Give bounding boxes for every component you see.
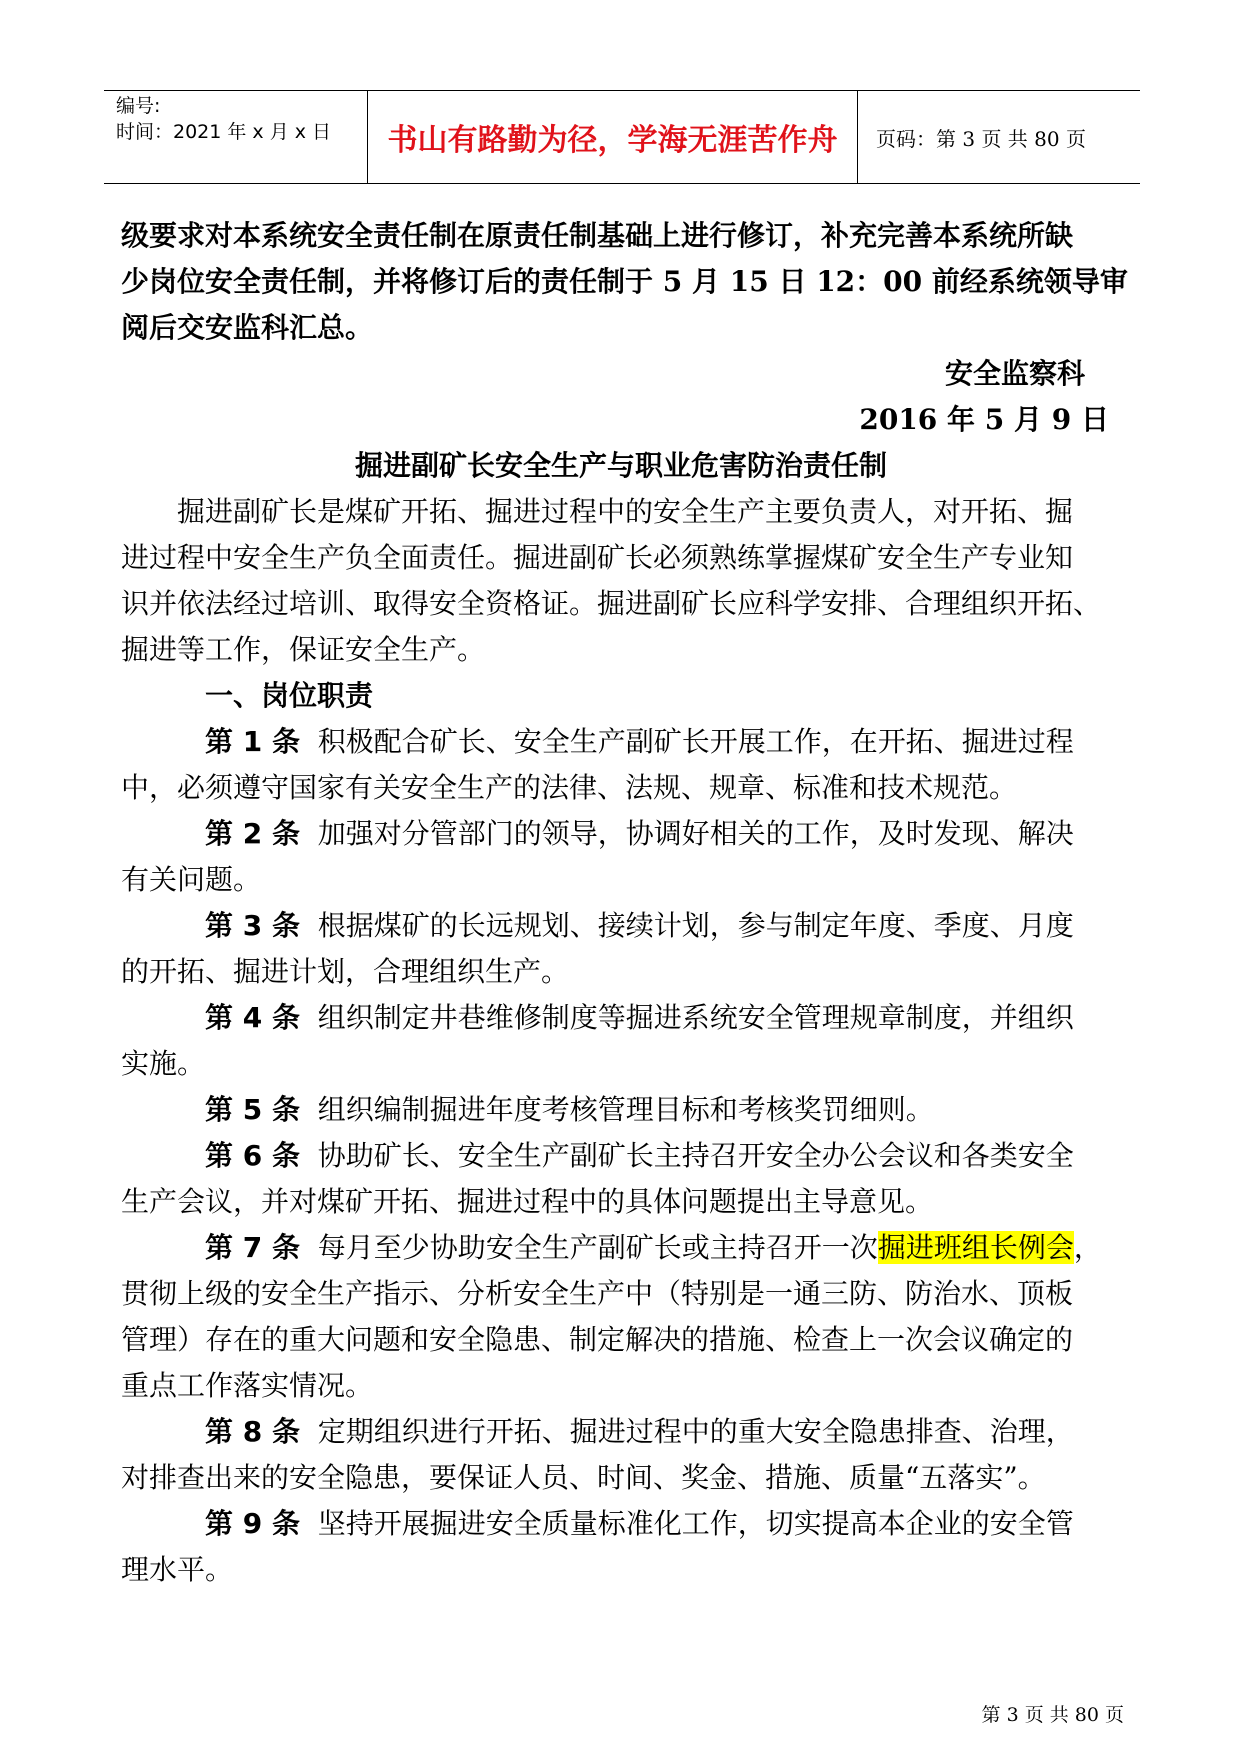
article-line: 实施。 bbox=[121, 1047, 206, 1080]
article-line: 贯彻上级的安全生产指示、分析安全生产中（特别是一通三防、防治水、顶板 bbox=[121, 1277, 1074, 1310]
section-title: 掘进副矿长安全生产与职业危害防治责任制 bbox=[354, 449, 887, 482]
article-line: 重点工作落实情况。 bbox=[121, 1369, 374, 1402]
paragraph-line: 掘进副矿长是煤矿开拓、掘进过程中的安全生产主要负责人，对开拓、掘 bbox=[177, 495, 1074, 528]
article-text: 积极配合矿长、安全生产副矿长开展工作，在开拓、掘进过程 bbox=[317, 725, 1074, 758]
signature-date: 2016 年 5 月 9 日 bbox=[859, 403, 1109, 436]
article-line bbox=[121, 1087, 1121, 1133]
article-line bbox=[121, 1501, 1121, 1547]
header-time-label: 时间：2021 年 x 月 x 日 bbox=[116, 121, 332, 143]
article-text: 每月至少协助安全生产副矿长或主持召开一次 bbox=[317, 1231, 878, 1264]
article-text: 坚持开展掘进安全质量标准化工作，切实提高本企业的安全管 bbox=[317, 1507, 1074, 1540]
article-text: 加强对分管部门的领导，协调好相关的工作，及时发现、解决 bbox=[317, 817, 1074, 850]
article-label: 第 2 条 bbox=[205, 817, 300, 850]
text-line: 阅后交安监科汇总。 bbox=[121, 311, 374, 344]
article-label: 第 8 条 bbox=[205, 1415, 300, 1448]
article-label: 第 4 条 bbox=[205, 1001, 300, 1034]
article-line: 中，必须遵守国家有关安全生产的法律、法规、规章、标准和技术规范。 bbox=[121, 771, 1018, 804]
article-label: 第 3 条 bbox=[205, 909, 300, 942]
article-label: 第 5 条 bbox=[205, 1093, 300, 1126]
article-line: 的开拓、掘进计划，合理组织生产。 bbox=[121, 955, 570, 988]
article-text: 根据煤矿的长远规划、接续计划，参与制定年度、季度、月度 bbox=[317, 909, 1074, 942]
article-text: 协助矿长、安全生产副矿长主持召开安全办公会议和各类安全 bbox=[317, 1139, 1074, 1172]
article-line: 生产会议，并对煤矿开拓、掘进过程中的具体问题提出主导意见。 bbox=[121, 1185, 934, 1218]
article-line bbox=[121, 811, 1121, 857]
article-line: 理水平。 bbox=[121, 1553, 234, 1586]
section-heading: 一、岗位职责 bbox=[205, 679, 374, 712]
signature-department: 安全监察科 bbox=[944, 357, 1085, 390]
document-body bbox=[121, 213, 1128, 1593]
article-line: 对排查出来的安全隐患，要保证人员、时间、奖金、措施、质量“五落实”。 bbox=[121, 1461, 1046, 1494]
article-text: 定期组织进行开拓、掘进过程中的重大安全隐患排查、治理， bbox=[317, 1415, 1074, 1448]
header-motto: 书山有路勤为径，学海无涯苦作舟 bbox=[368, 91, 858, 183]
article-line bbox=[121, 1133, 1121, 1179]
page-footer: 第 3 页 共 80 页 bbox=[981, 1704, 1124, 1726]
article-text: 组织编制掘进年度考核管理目标和考核奖罚细则。 bbox=[317, 1093, 934, 1126]
article-line: 有关问题。 bbox=[121, 863, 262, 896]
article-label: 第 7 条 bbox=[205, 1231, 300, 1264]
article-line bbox=[121, 719, 1121, 765]
header-number-label: 编号: bbox=[116, 95, 161, 117]
article-line bbox=[121, 995, 1121, 1041]
paragraph-line: 进过程中安全生产负全面责任。掘进副矿长必须熟练掌握煤矿安全生产专业知 bbox=[121, 541, 1074, 574]
text-line: 级要求对本系统安全责任制在原责任制基础上进行修订，补充完善本系统所缺 bbox=[121, 219, 1074, 252]
header-meta bbox=[104, 91, 368, 183]
article-text-punct: ， bbox=[1073, 1231, 1102, 1264]
document-header bbox=[104, 90, 1140, 184]
article-label: 第 9 条 bbox=[205, 1507, 300, 1540]
article-label: 第 1 条 bbox=[205, 725, 300, 758]
article-line bbox=[121, 1225, 1121, 1271]
paragraph-line: 掘进等工作，保证安全生产。 bbox=[121, 633, 486, 666]
header-page-label: 页码：第 3 页 共 80 页 bbox=[876, 126, 1086, 151]
article-label: 第 6 条 bbox=[205, 1139, 300, 1172]
text-line: 少岗位安全责任制，并将修订后的责任制于 5 月 15 日 12：00 前经系统领导审 bbox=[121, 265, 1128, 298]
highlighted-text: 掘进班组长例会 bbox=[877, 1231, 1074, 1264]
paragraph-line: 识并依法经过培训、取得安全资格证。掘进副矿长应科学安排、合理组织开拓、 bbox=[121, 587, 1102, 620]
article-line: 管理）存在的重大问题和安全隐患、制定解决的措施、检查上一次会议确定的 bbox=[121, 1323, 1074, 1356]
article-line bbox=[121, 1409, 1121, 1455]
article-line bbox=[121, 903, 1121, 949]
article-text: 组织制定井巷维修制度等掘进系统安全管理规章制度，并组织 bbox=[317, 1001, 1074, 1034]
